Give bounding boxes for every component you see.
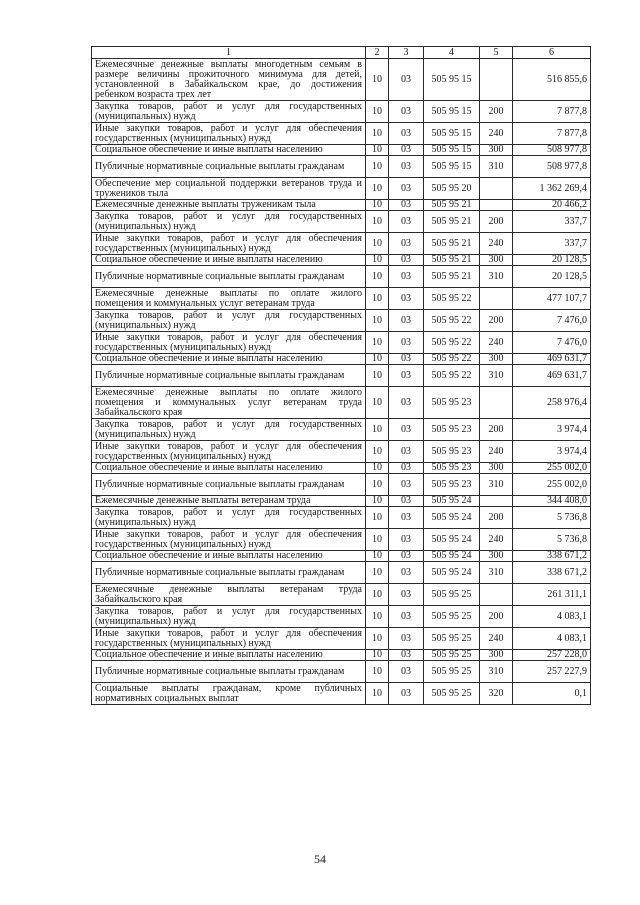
amount-cell: 469 631,7 <box>513 365 591 387</box>
expense-type-cell: 310 <box>480 474 513 496</box>
target-article-cell: 505 95 22 <box>424 332 480 354</box>
table-row <box>92 310 591 332</box>
target-article-cell: 505 95 25 <box>424 606 480 628</box>
section-cell: 10 <box>366 496 389 507</box>
row-name-cell: Иные закупки товаров, работ и услуг для обеспечения государственных (муниципальных) нужд <box>92 233 366 255</box>
table-row <box>92 354 591 365</box>
subsection-cell: 03 <box>389 354 424 365</box>
target-article-cell: 505 95 15 <box>424 123 480 145</box>
expense-type-cell: 240 <box>480 529 513 551</box>
amount-cell: 344 408,0 <box>513 496 591 507</box>
subsection-cell: 03 <box>389 332 424 354</box>
row-name-cell: Ежемесячные денежные выплаты труженикам тыла <box>92 200 366 211</box>
page-number: 54 <box>314 852 326 866</box>
row-name-cell: Социальное обеспечение и иные выплаты населению <box>92 145 366 156</box>
target-article-cell: 505 95 21 <box>424 266 480 288</box>
amount-cell: 261 311,1 <box>513 584 591 606</box>
subsection-cell: 03 <box>389 562 424 584</box>
expense-type-cell: 310 <box>480 156 513 178</box>
amount-cell: 338 671,2 <box>513 551 591 562</box>
expense-type-cell <box>480 178 513 200</box>
target-article-cell: 505 95 22 <box>424 310 480 332</box>
row-name-cell: Иные закупки товаров, работ и услуг для обеспечения государственных (муниципальных) нужд <box>92 123 366 145</box>
table-row <box>92 387 591 419</box>
section-cell: 10 <box>366 562 389 584</box>
row-name-cell: Закупка товаров, работ и услуг для государственных (муниципальных) нужд <box>92 101 366 123</box>
expense-type-cell: 310 <box>480 661 513 683</box>
section-cell: 10 <box>366 529 389 551</box>
target-article-cell: 505 95 24 <box>424 496 480 507</box>
expense-type-cell: 200 <box>480 507 513 529</box>
amount-cell: 20 128,5 <box>513 255 591 266</box>
target-article-cell: 505 95 22 <box>424 354 480 365</box>
expense-type-cell: 200 <box>480 211 513 233</box>
target-article-cell: 505 95 22 <box>424 365 480 387</box>
subsection-cell: 03 <box>389 288 424 310</box>
expense-type-cell: 240 <box>480 332 513 354</box>
target-article-cell: 505 95 23 <box>424 474 480 496</box>
row-name-cell: Иные закупки товаров, работ и услуг для обеспечения государственных (муниципальных) нужд <box>92 332 366 354</box>
target-article-cell: 505 95 21 <box>424 211 480 233</box>
table-row <box>92 441 591 463</box>
amount-cell: 255 002,0 <box>513 463 591 474</box>
row-name-cell: Публичные нормативные социальные выплаты гражданам <box>92 266 366 288</box>
column-header: 1 <box>92 47 366 59</box>
expense-type-cell <box>480 496 513 507</box>
column-header: 2 <box>366 47 389 59</box>
expense-type-cell: 300 <box>480 650 513 661</box>
target-article-cell: 505 95 15 <box>424 145 480 156</box>
subsection-cell: 03 <box>389 463 424 474</box>
subsection-cell: 03 <box>389 628 424 650</box>
table-row <box>92 145 591 156</box>
subsection-cell: 03 <box>389 233 424 255</box>
expense-type-cell <box>480 200 513 211</box>
amount-cell: 337,7 <box>513 233 591 255</box>
table-row <box>92 562 591 584</box>
target-article-cell: 505 95 25 <box>424 683 480 705</box>
section-cell: 10 <box>366 332 389 354</box>
subsection-cell: 03 <box>389 145 424 156</box>
subsection-cell: 03 <box>389 551 424 562</box>
subsection-cell: 03 <box>389 683 424 705</box>
table-row <box>92 178 591 200</box>
subsection-cell: 03 <box>389 178 424 200</box>
subsection-cell: 03 <box>389 266 424 288</box>
target-article-cell: 505 95 22 <box>424 288 480 310</box>
expense-type-cell: 300 <box>480 145 513 156</box>
amount-cell: 477 107,7 <box>513 288 591 310</box>
subsection-cell: 03 <box>389 606 424 628</box>
table-row <box>92 123 591 145</box>
subsection-cell: 03 <box>389 529 424 551</box>
target-article-cell: 505 95 24 <box>424 529 480 551</box>
expense-type-cell: 240 <box>480 628 513 650</box>
target-article-cell: 505 95 24 <box>424 562 480 584</box>
section-cell: 10 <box>366 288 389 310</box>
expense-type-cell: 200 <box>480 101 513 123</box>
subsection-cell: 03 <box>389 255 424 266</box>
table-row <box>92 288 591 310</box>
table-row <box>92 266 591 288</box>
table-row <box>92 365 591 387</box>
row-name-cell: Закупка товаров, работ и услуг для государственных (муниципальных) нужд <box>92 419 366 441</box>
section-cell: 10 <box>366 101 389 123</box>
row-name-cell: Ежемесячные денежные выплаты ветеранам труда Забайкальского края <box>92 584 366 606</box>
target-article-cell: 505 95 15 <box>424 101 480 123</box>
amount-cell: 5 736,8 <box>513 507 591 529</box>
amount-cell: 4 083,1 <box>513 628 591 650</box>
subsection-cell: 03 <box>389 507 424 529</box>
expense-type-cell: 310 <box>480 266 513 288</box>
section-cell: 10 <box>366 156 389 178</box>
amount-cell: 20 466,2 <box>513 200 591 211</box>
row-name-cell: Публичные нормативные социальные выплаты гражданам <box>92 156 366 178</box>
expense-type-cell: 240 <box>480 123 513 145</box>
target-article-cell: 505 95 21 <box>424 255 480 266</box>
row-name-cell: Ежемесячные денежные выплаты по оплате жилого помещения и коммунальных услуг ветеранам труда Забайкальского края <box>92 387 366 419</box>
target-article-cell: 505 95 23 <box>424 441 480 463</box>
expense-type-cell: 300 <box>480 463 513 474</box>
section-cell: 10 <box>366 233 389 255</box>
target-article-cell: 505 95 25 <box>424 628 480 650</box>
section-cell: 10 <box>366 200 389 211</box>
amount-cell: 0,1 <box>513 683 591 705</box>
table-row <box>92 101 591 123</box>
amount-cell: 257 227,9 <box>513 661 591 683</box>
section-cell: 10 <box>366 441 389 463</box>
section-cell: 10 <box>366 354 389 365</box>
amount-cell: 257 228,0 <box>513 650 591 661</box>
expense-type-cell: 310 <box>480 562 513 584</box>
table-row <box>92 200 591 211</box>
section-cell: 10 <box>366 123 389 145</box>
subsection-cell: 03 <box>389 419 424 441</box>
expense-type-cell: 240 <box>480 233 513 255</box>
subsection-cell: 03 <box>389 661 424 683</box>
section-cell: 10 <box>366 628 389 650</box>
section-cell: 10 <box>366 59 389 101</box>
row-name-cell: Социальное обеспечение и иные выплаты населению <box>92 255 366 266</box>
section-cell: 10 <box>366 145 389 156</box>
expense-type-cell <box>480 584 513 606</box>
row-name-cell: Публичные нормативные социальные выплаты гражданам <box>92 474 366 496</box>
row-name-cell: Закупка товаров, работ и услуг для государственных (муниципальных) нужд <box>92 606 366 628</box>
subsection-cell: 03 <box>389 441 424 463</box>
expense-type-cell: 200 <box>480 310 513 332</box>
section-cell: 10 <box>366 211 389 233</box>
section-cell: 10 <box>366 683 389 705</box>
target-article-cell: 505 95 24 <box>424 551 480 562</box>
section-cell: 10 <box>366 387 389 419</box>
column-header: 4 <box>424 47 480 59</box>
amount-cell: 7 476,0 <box>513 310 591 332</box>
row-name-cell: Закупка товаров, работ и услуг для государственных (муниципальных) нужд <box>92 310 366 332</box>
section-cell: 10 <box>366 419 389 441</box>
amount-cell: 7 877,8 <box>513 123 591 145</box>
table-row <box>92 255 591 266</box>
row-name-cell: Иные закупки товаров, работ и услуг для обеспечения государственных (муниципальных) нужд <box>92 529 366 551</box>
target-article-cell: 505 95 25 <box>424 650 480 661</box>
table-row <box>92 529 591 551</box>
table-row <box>92 211 591 233</box>
expense-type-cell: 320 <box>480 683 513 705</box>
table-row <box>92 332 591 354</box>
amount-cell: 258 976,4 <box>513 387 591 419</box>
table-row <box>92 59 591 101</box>
subsection-cell: 03 <box>389 496 424 507</box>
target-article-cell: 505 95 23 <box>424 419 480 441</box>
subsection-cell: 03 <box>389 123 424 145</box>
amount-cell: 5 736,8 <box>513 529 591 551</box>
table-row <box>92 628 591 650</box>
row-name-cell: Закупка товаров, работ и услуг для государственных (муниципальных) нужд <box>92 211 366 233</box>
row-name-cell: Социальные выплаты гражданам, кроме публичных нормативных социальных выплат <box>92 683 366 705</box>
amount-cell: 508 977,8 <box>513 156 591 178</box>
table-row <box>92 661 591 683</box>
amount-cell: 516 855,6 <box>513 59 591 101</box>
table-row <box>92 507 591 529</box>
subsection-cell: 03 <box>389 101 424 123</box>
section-cell: 10 <box>366 551 389 562</box>
section-cell: 10 <box>366 606 389 628</box>
table-row <box>92 474 591 496</box>
amount-cell: 7 476,0 <box>513 332 591 354</box>
subsection-cell: 03 <box>389 650 424 661</box>
amount-cell: 3 974,4 <box>513 419 591 441</box>
row-name-cell: Закупка товаров, работ и услуг для государственных (муниципальных) нужд <box>92 507 366 529</box>
expense-type-cell: 200 <box>480 419 513 441</box>
row-name-cell: Ежемесячные денежные выплаты по оплате жилого помещения и коммунальных услуг ветеранам труда <box>92 288 366 310</box>
expense-type-cell: 310 <box>480 365 513 387</box>
section-cell: 10 <box>366 310 389 332</box>
table-row <box>92 233 591 255</box>
target-article-cell: 505 95 25 <box>424 661 480 683</box>
subsection-cell: 03 <box>389 387 424 419</box>
target-article-cell: 505 95 23 <box>424 463 480 474</box>
expense-type-cell <box>480 387 513 419</box>
subsection-cell: 03 <box>389 156 424 178</box>
target-article-cell: 505 95 23 <box>424 387 480 419</box>
amount-cell: 20 128,5 <box>513 266 591 288</box>
subsection-cell: 03 <box>389 310 424 332</box>
section-cell: 10 <box>366 584 389 606</box>
column-header: 5 <box>480 47 513 59</box>
column-header: 3 <box>389 47 424 59</box>
table-row <box>92 156 591 178</box>
table-row <box>92 463 591 474</box>
row-name-cell: Ежемесячные денежные выплаты многодетным семьям в размере величины прожиточного минимума для детей, установленной в Забайкальском крае, до достижения ребенком возраста трех лет <box>92 59 366 101</box>
column-header: 6 <box>513 47 591 59</box>
amount-cell: 508 977,8 <box>513 145 591 156</box>
table-row <box>92 551 591 562</box>
expense-type-cell: 200 <box>480 606 513 628</box>
section-cell: 10 <box>366 178 389 200</box>
row-name-cell: Публичные нормативные социальные выплаты гражданам <box>92 365 366 387</box>
expense-type-cell: 300 <box>480 255 513 266</box>
budget-table <box>91 46 591 705</box>
expense-type-cell: 300 <box>480 551 513 562</box>
table-row <box>92 650 591 661</box>
table-row <box>92 496 591 507</box>
target-article-cell: 505 95 21 <box>424 200 480 211</box>
expense-type-cell <box>480 59 513 101</box>
section-cell: 10 <box>366 474 389 496</box>
target-article-cell: 505 95 15 <box>424 156 480 178</box>
table-row <box>92 419 591 441</box>
amount-cell: 469 631,7 <box>513 354 591 365</box>
amount-cell: 1 362 269,4 <box>513 178 591 200</box>
table-row <box>92 683 591 705</box>
header-row <box>92 47 591 59</box>
expense-type-cell: 240 <box>480 441 513 463</box>
expense-type-cell <box>480 288 513 310</box>
row-name-cell: Иные закупки товаров, работ и услуг для обеспечения государственных (муниципальных) нужд <box>92 441 366 463</box>
subsection-cell: 03 <box>389 59 424 101</box>
target-article-cell: 505 95 25 <box>424 584 480 606</box>
amount-cell: 255 002,0 <box>513 474 591 496</box>
row-name-cell: Ежемесячные денежные выплаты ветеранам труда <box>92 496 366 507</box>
section-cell: 10 <box>366 255 389 266</box>
subsection-cell: 03 <box>389 211 424 233</box>
table-row <box>92 606 591 628</box>
expense-type-cell: 300 <box>480 354 513 365</box>
target-article-cell: 505 95 15 <box>424 59 480 101</box>
amount-cell: 7 877,8 <box>513 101 591 123</box>
amount-cell: 337,7 <box>513 211 591 233</box>
amount-cell: 338 671,2 <box>513 562 591 584</box>
subsection-cell: 03 <box>389 200 424 211</box>
target-article-cell: 505 95 24 <box>424 507 480 529</box>
section-cell: 10 <box>366 463 389 474</box>
row-name-cell: Социальное обеспечение и иные выплаты населению <box>92 354 366 365</box>
amount-cell: 4 083,1 <box>513 606 591 628</box>
section-cell: 10 <box>366 507 389 529</box>
amount-cell: 3 974,4 <box>513 441 591 463</box>
subsection-cell: 03 <box>389 365 424 387</box>
section-cell: 10 <box>366 650 389 661</box>
subsection-cell: 03 <box>389 584 424 606</box>
row-name-cell: Публичные нормативные социальные выплаты гражданам <box>92 661 366 683</box>
section-cell: 10 <box>366 365 389 387</box>
row-name-cell: Обеспечение мер социальной поддержки ветеранов труда и тружеников тыла <box>92 178 366 200</box>
row-name-cell: Социальное обеспечение и иные выплаты населению <box>92 650 366 661</box>
table-row <box>92 584 591 606</box>
row-name-cell: Социальное обеспечение и иные выплаты населению <box>92 551 366 562</box>
target-article-cell: 505 95 21 <box>424 233 480 255</box>
row-name-cell: Социальное обеспечение и иные выплаты населению <box>92 463 366 474</box>
subsection-cell: 03 <box>389 474 424 496</box>
target-article-cell: 505 95 20 <box>424 178 480 200</box>
section-cell: 10 <box>366 266 389 288</box>
row-name-cell: Иные закупки товаров, работ и услуг для обеспечения государственных (муниципальных) нужд <box>92 628 366 650</box>
section-cell: 10 <box>366 661 389 683</box>
row-name-cell: Публичные нормативные социальные выплаты гражданам <box>92 562 366 584</box>
